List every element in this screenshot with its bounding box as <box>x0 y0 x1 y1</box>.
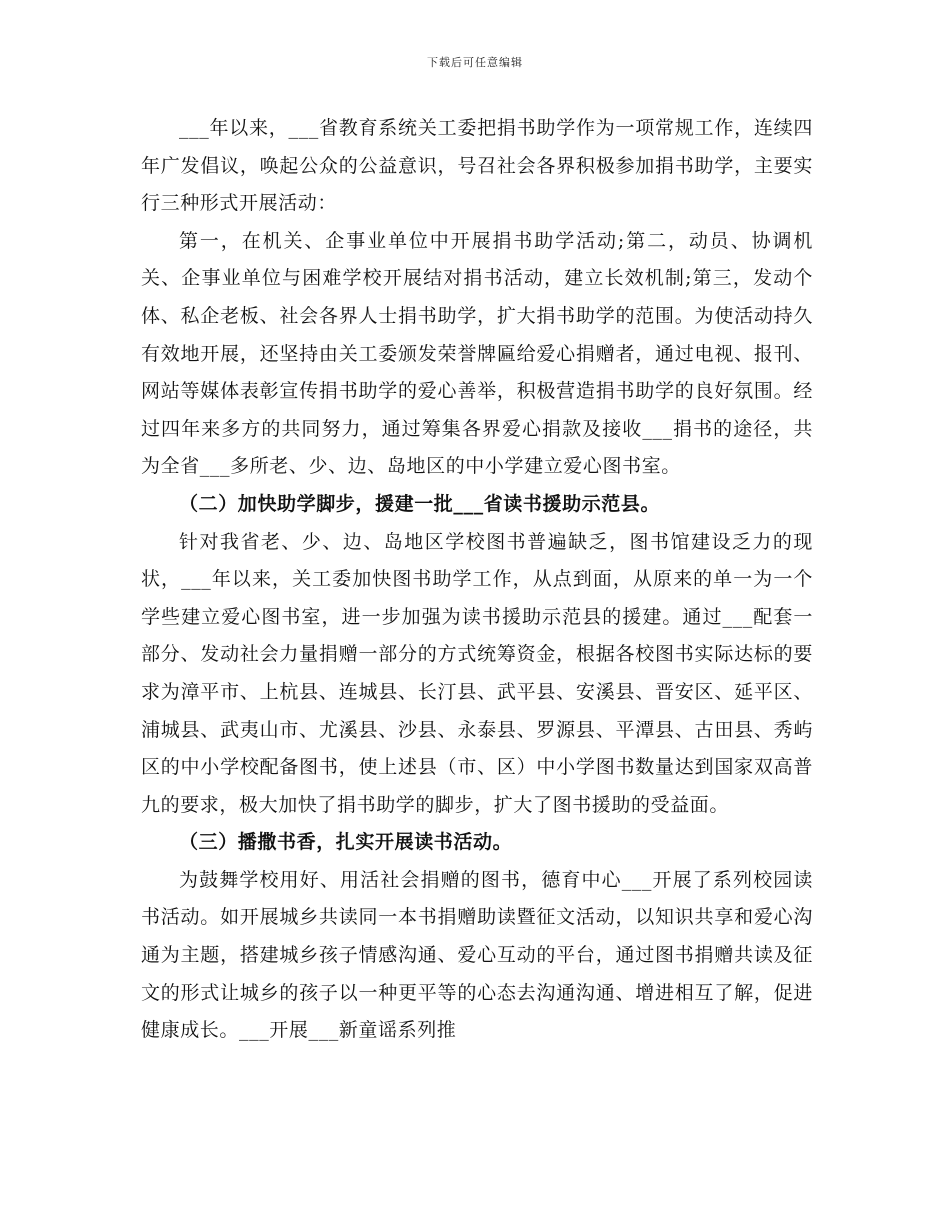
section-heading-3: （三）播撒书香，扎实开展读书活动。 <box>179 831 513 854</box>
paragraph-three-forms: 第一，在机关、企事业单位中开展捐书助学活动;第二，动员、协调机关、企事业单位与困难学校开展结对捐书活动，建立长效机制;第三，发动个体、私企老板、社会各界人士捐书助学，扩大捐书助学的范围。为使活动持久有效地开展，还坚持由关工委颁发荣誉牌匾给爱心捐赠者，通过电视、报刊、网站等媒体表彰宣传捐书助学的爱心善举，积极营造捐书助学的良好氛围。经过四年来多方的共同努力，通过筹集各界爱心捐款及接收___捐书的途径，共为全省___多所老、少、边、岛地区的中小学建立爱心图书室。 <box>141 229 813 478</box>
page-header: 下载后可任意编辑 <box>427 56 523 69</box>
paragraph-demo-counties: 针对我省老、少、边、岛地区学校图书普遍缺乏，图书馆建设乏力的现状，___年以来，关工委加快图书助学工作，从点到面，从原来的单一为一个学些建立爱心图书室，进一步加强为读书援助示范县的援建。通过___配套一部分、发动社会力量捐赠一部分的方式统筹资金，根据各校图书实际达标的要求为漳平市、上杭县、连城县、长汀县、武平县、安溪县、晋安区、延平区、浦城县、武夷山市、尤溪县、沙县、永泰县、罗源县、平潭县、古田县、秀屿区的中小学校配备图书，使上述县（市、区）中小学图书数量达到国家双高普九的要求，极大加快了捐书助学的脚步，扩大了图书援助的受益面。 <box>141 530 813 816</box>
paragraph-intro: ___年以来，___省教育系统关工委把捐书助学作为一项常规工作，连续四年广发倡议，唤起公众的公益意识，号召社会各界积极参加捐书助学，主要实行三种形式开展活动： <box>141 117 813 215</box>
document-body <box>141 110 813 1050</box>
paragraph-reading-activities: 为鼓舞学校用好、用活社会捐赠的图书，德育中心___开展了系列校园读书活动。如开展城乡共读同一本书捐赠助读暨征文活动，以知识共享和爱心沟通为主题，搭建城乡孩子情感沟通、爱心互动的平台，通过图书捐赠共读及征文的形式让城乡的孩子以一种更平等的心态去沟通沟通、增进相互了解，促进健康成长。___开展___新童谣系列推 <box>141 868 813 1042</box>
section-heading-2: （二）加快助学脚步，援建一批___省读书援助示范县。 <box>179 492 661 515</box>
